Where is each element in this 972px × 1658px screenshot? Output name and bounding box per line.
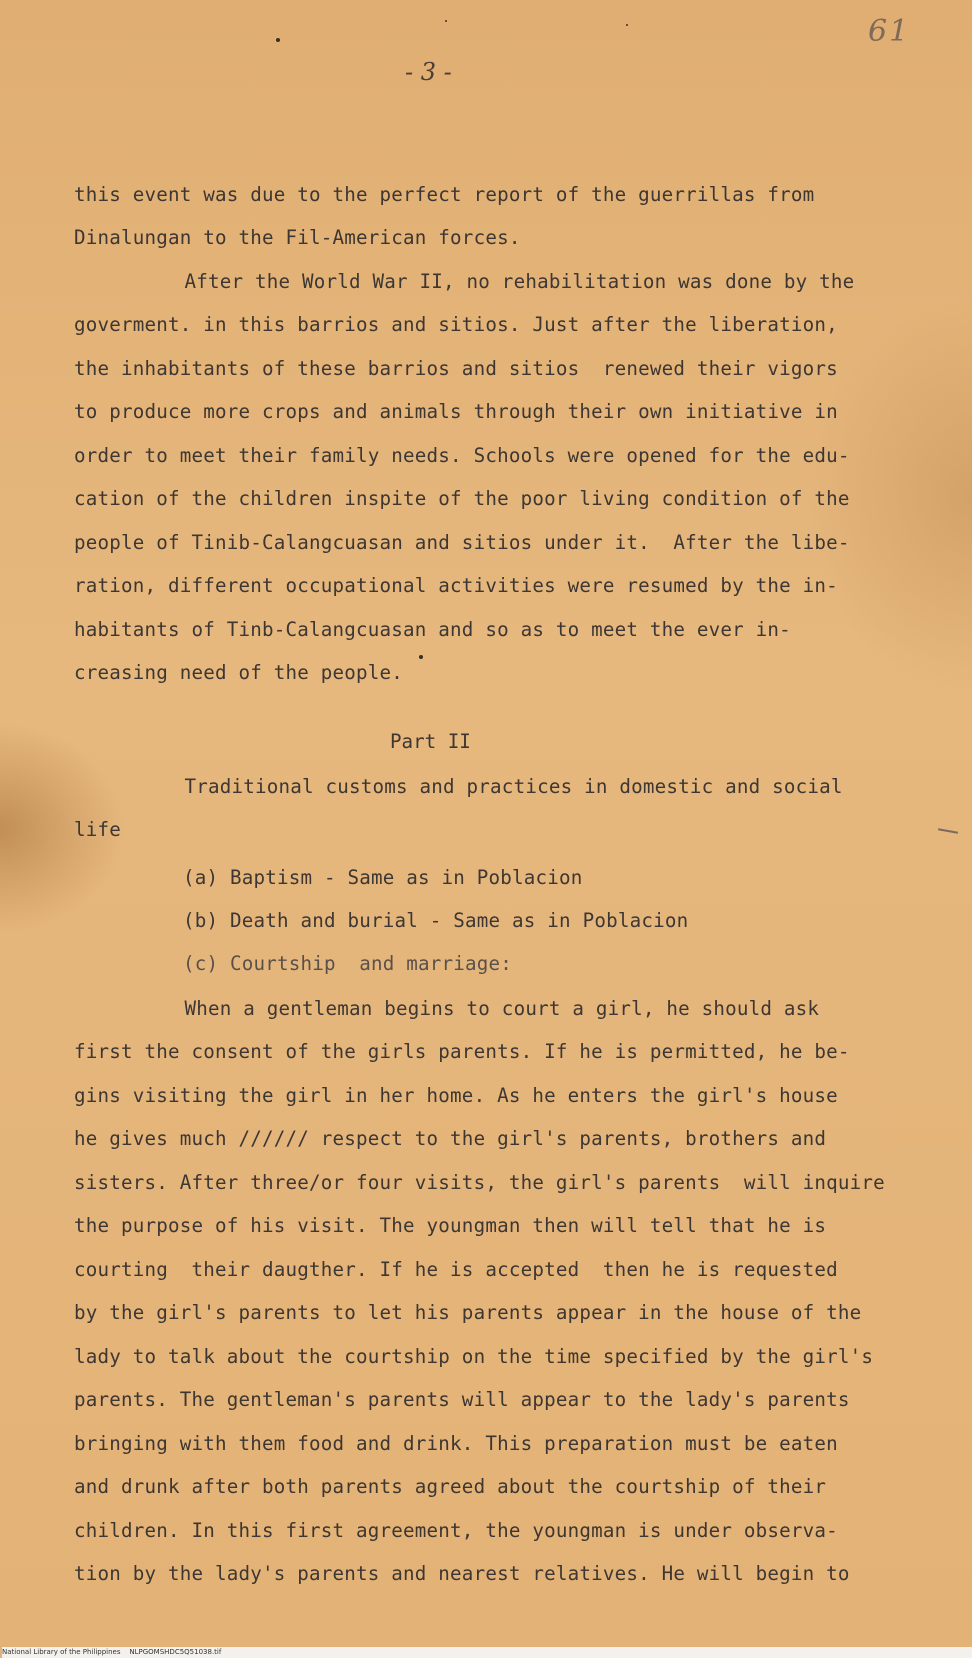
text-line: this event was due to the perfect report of the guerrillas from [74, 183, 815, 206]
text-line: he gives much ////// respect to the girl's parents, brothers and [74, 1127, 827, 1150]
text-line: to produce more crops and animals through their own initiative in [74, 400, 838, 423]
text-line: the inhabitants of these barrios and sitios renewed their vigors [74, 357, 838, 380]
text-line: Traditional customs and practices in domestic and social [114, 775, 843, 798]
text-line: creasing need of the people. [74, 661, 404, 684]
text-line: people of Tinib-Calangcuasan and sitios under it. After the libe- [74, 531, 850, 554]
text-line: bringing with them food and drink. This preparation must be eaten [74, 1432, 838, 1455]
text-line: habitants of Tinb-Calangcuasan and so as to meet the ever in- [74, 618, 791, 641]
text-line: the purpose of his visit. The youngman then will tell that he is [74, 1214, 827, 1237]
list-item: (b) Death and burial - Same as in Poblacion [183, 909, 689, 932]
text-line: goverment. in this barrios and sitios. Just after the liberation, [74, 313, 838, 336]
text-line: gins visiting the girl in her home. As he enters the girl's house [74, 1084, 838, 1107]
text-line: tion by the lady's parents and nearest relatives. He will begin to [74, 1562, 850, 1585]
text-line: When a gentleman begins to court a girl, he should ask [114, 997, 820, 1020]
handwritten-page-number: 61 [868, 14, 911, 49]
text-line: courting their daugther. If he is accepted then he is requested [74, 1258, 838, 1281]
margin-mark [938, 828, 958, 833]
text-line: cation of the children inspite of the poor living condition of the [74, 487, 850, 510]
text-line: sisters. After three/or four visits, the girl's parents will inquire [74, 1171, 885, 1194]
text-line: parents. The gentleman's parents will appear to the lady's parents [74, 1388, 850, 1411]
text-line: After the World War II, no rehabilitation was done by the [114, 270, 855, 293]
archive-footer: National Library of the Philippines NLPGOMSHDC5Q51038.tif [2, 1647, 972, 1658]
text-line: Dinalungan to the Fil-American forces. [74, 226, 521, 249]
page-number: - 3 - [405, 58, 452, 86]
paper-speck [276, 38, 280, 42]
text-line: ration, different occupational activities were resumed by the in- [74, 574, 838, 597]
paper-speck [445, 20, 447, 22]
paper-speck [419, 655, 423, 659]
text-line: and drunk after both parents agreed about the courtship of their [74, 1475, 827, 1498]
text-line: life [74, 818, 122, 841]
text-line: lady to talk about the courtship on the time specified by the girl's [74, 1345, 874, 1368]
section-heading: Part II [390, 730, 471, 753]
text-line: order to meet their family needs. Schools were opened for the edu- [74, 444, 850, 467]
text-line: first the consent of the girls parents. If he is permitted, he be- [74, 1040, 850, 1063]
list-item: (c) Courtship and marriage: [183, 952, 513, 975]
paper-speck [626, 24, 628, 26]
list-item: (a) Baptism - Same as in Poblacion [183, 866, 583, 889]
text-line: children. In this first agreement, the youngman is under observa- [74, 1519, 838, 1542]
text-line: by the girl's parents to let his parents appear in the house of the [74, 1301, 862, 1324]
